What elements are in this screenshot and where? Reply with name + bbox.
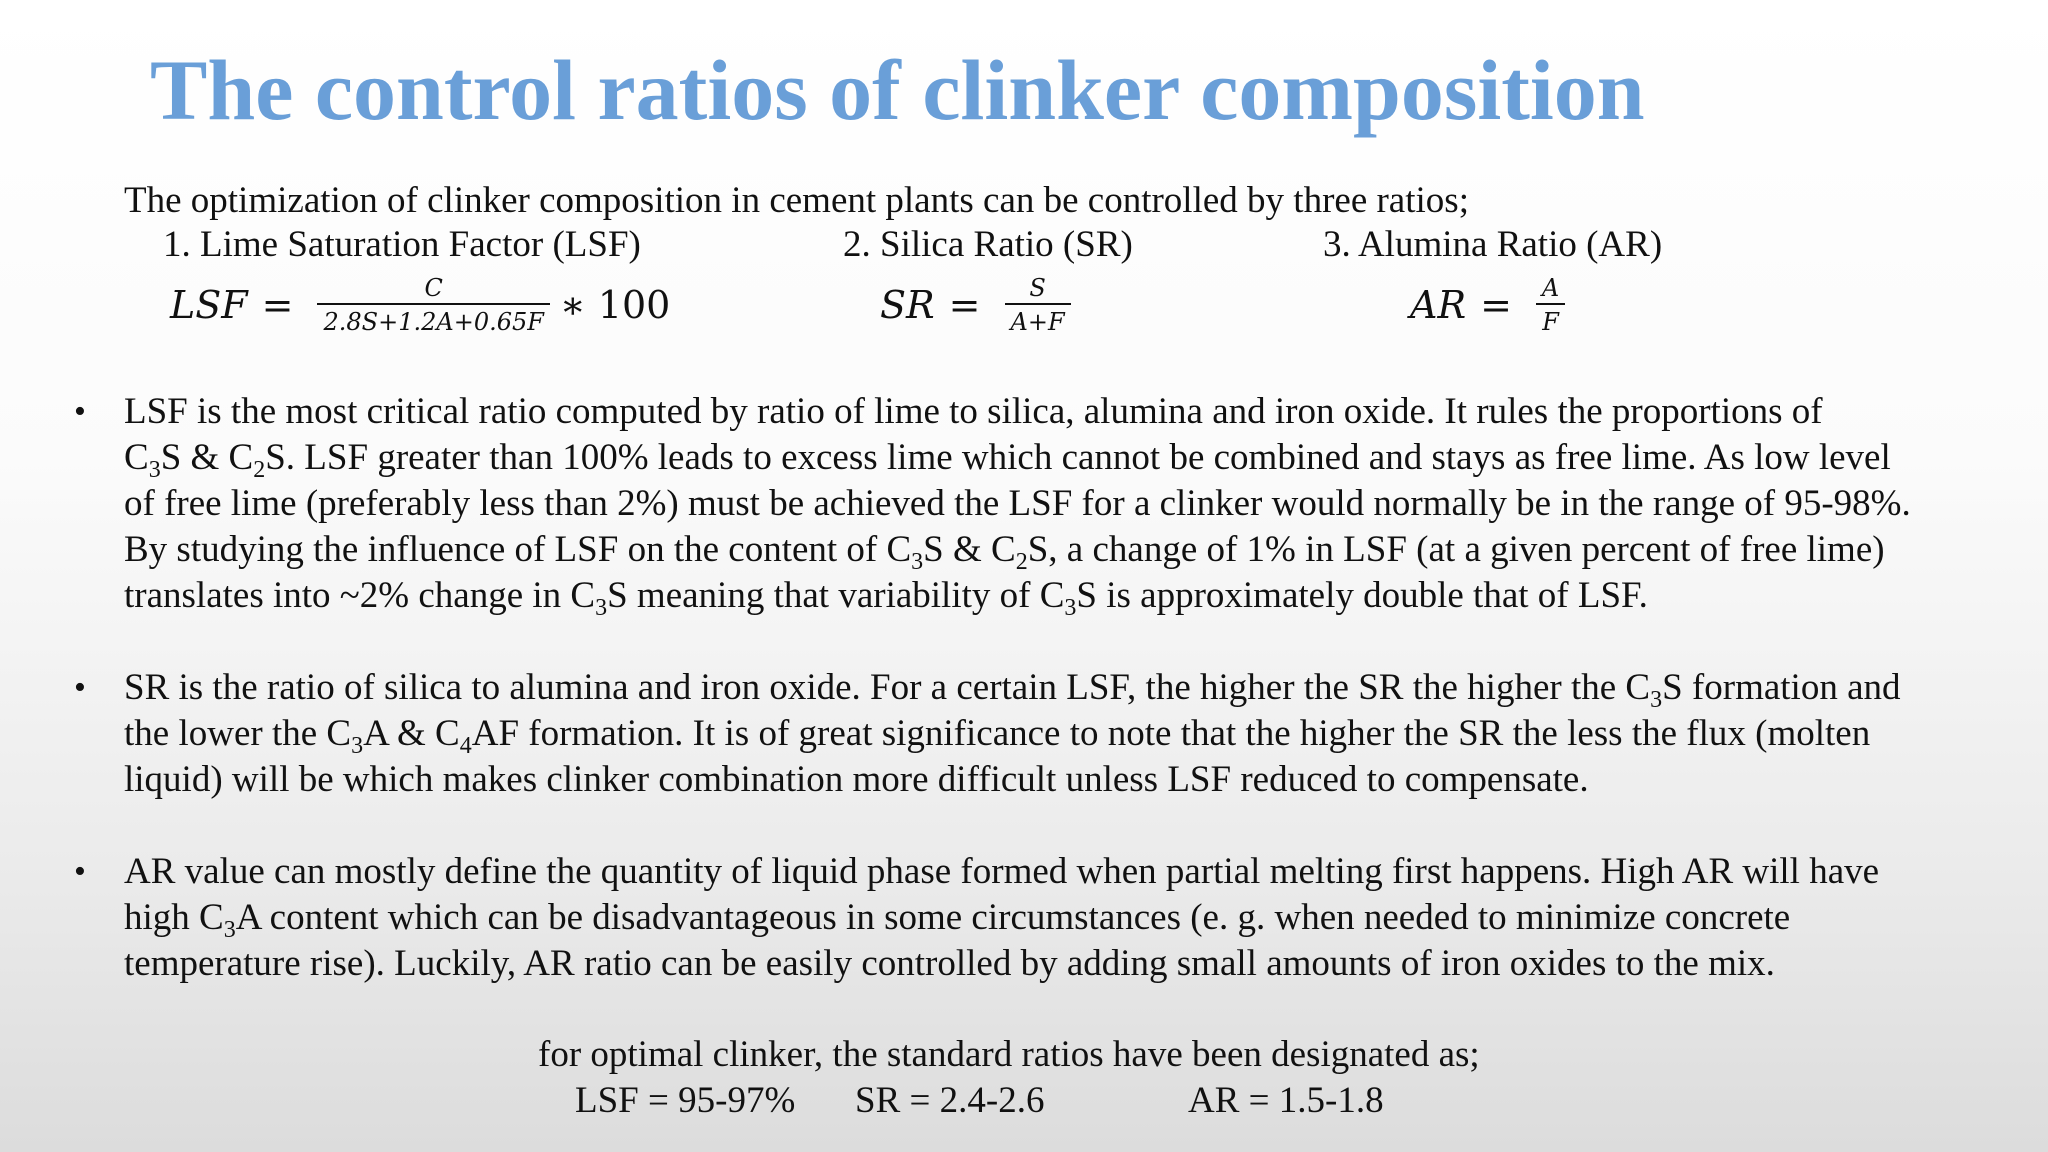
formula-lsf	[170, 262, 670, 348]
formula-sr-fraction	[1005, 273, 1071, 337]
bullet-lsf-line-3: of free lime (preferably less than 2%) must be achieved the LSF for a clinker would normally be in the range of 95-98%.	[124, 483, 1911, 524]
bullet-lsf-line-4: By studying the influence of LSF on the content of $C_3S$ & $C_2S$, a change of 1% in LSF (at a given percent of free lime)	[124, 529, 1885, 575]
formula-lsf-lhs: LSF	[170, 283, 248, 327]
ratio-label-ar: 3. Alumina Ratio (AR)	[1323, 224, 1663, 265]
standard-lsf: LSF = 95-97%	[575, 1080, 796, 1121]
bullet-ar-line-3: temperature rise). Luckily, AR ratio can be easily controlled by adding small amounts of iron oxides to the mix.	[124, 943, 1775, 984]
bullet-sr-line-1: SR is the ratio of silica to alumina and iron oxide. For a certain LSF, the higher the SR the higher the $C_3S$ formation and	[124, 667, 1901, 713]
bullet-sr-line-2: the lower the $C_3A$ & $C_4AF$ formation. It is of great significance to note that the higher the SR the less the flux (molten	[124, 713, 1871, 759]
formula-sr-lhs: SR	[880, 283, 935, 327]
formula-sr-denominator: A+F	[1005, 303, 1071, 337]
bullet-lsf-line-1: LSF is the most critical ratio computed by ratio of lime to silica, alumina and iron oxide. It rules the proportions of	[124, 391, 1823, 432]
bullet-sr	[124, 665, 2004, 803]
standard-ar: AR = 1.5-1.8	[1188, 1080, 1384, 1121]
bullet-lsf	[124, 389, 2004, 619]
formula-lsf-multiplier: ∗ 100	[559, 283, 671, 327]
formula-sr-numerator: S	[1029, 274, 1046, 302]
bullet-sr-line-3: liquid) will be which makes clinker combination more difficult unless LSF reduced to compensate.	[124, 759, 1589, 800]
standard-sr: SR = 2.4-2.6	[855, 1080, 1045, 1121]
bullet-dot-lsf: •	[74, 393, 86, 430]
formula-sr	[880, 262, 1081, 348]
formula-ar-denominator: F	[1536, 303, 1565, 337]
bullet-ar-line-2: high $C_3A$ content which can be disadvantageous in some circumstances (e. g. when needed to minimize concrete	[124, 897, 1791, 943]
bullet-dot-ar: •	[74, 853, 86, 890]
formula-lsf-equals: =	[261, 283, 294, 327]
standard-ratios-intro: for optimal clinker, the standard ratios have been designated as;	[538, 1034, 1480, 1075]
bullet-dot-sr: •	[74, 669, 86, 706]
formula-ar-lhs: AR	[1410, 283, 1467, 327]
formula-ar	[1410, 262, 1575, 348]
formula-lsf-fraction	[317, 273, 549, 337]
slide-title: The control ratios of clinker composition	[150, 42, 1645, 138]
bullet-lsf-line-5: translates into ~2% change in $C_3S$ meaning that variability of $C_3S$ is approximately double that of LSF.	[124, 575, 1648, 621]
bullet-lsf-line-2: $C_3S$ & $C_2S$. LSF greater than 100% leads to excess lime which cannot be combined and stays as free lime. As low level	[124, 437, 1891, 483]
formula-lsf-denominator: 2.8S+1.2A+0.65F	[317, 303, 549, 337]
intro-text: The optimization of clinker composition in cement plants can be controlled by three ratios;	[124, 180, 1469, 221]
formula-lsf-numerator: C	[424, 274, 443, 302]
formula-sr-equals: =	[948, 283, 981, 327]
formula-ar-numerator: A	[1541, 274, 1560, 302]
ratio-label-lsf: 1. Lime Saturation Factor (LSF)	[163, 224, 641, 265]
formula-ar-fraction	[1536, 273, 1565, 337]
formula-ar-equals: =	[1480, 283, 1512, 327]
ratio-label-sr: 2. Silica Ratio (SR)	[843, 224, 1133, 265]
bullet-ar	[124, 849, 2004, 987]
bullet-ar-line-1: AR value can mostly define the quantity of liquid phase formed when partial melting first happens. High AR will have	[124, 851, 1880, 892]
